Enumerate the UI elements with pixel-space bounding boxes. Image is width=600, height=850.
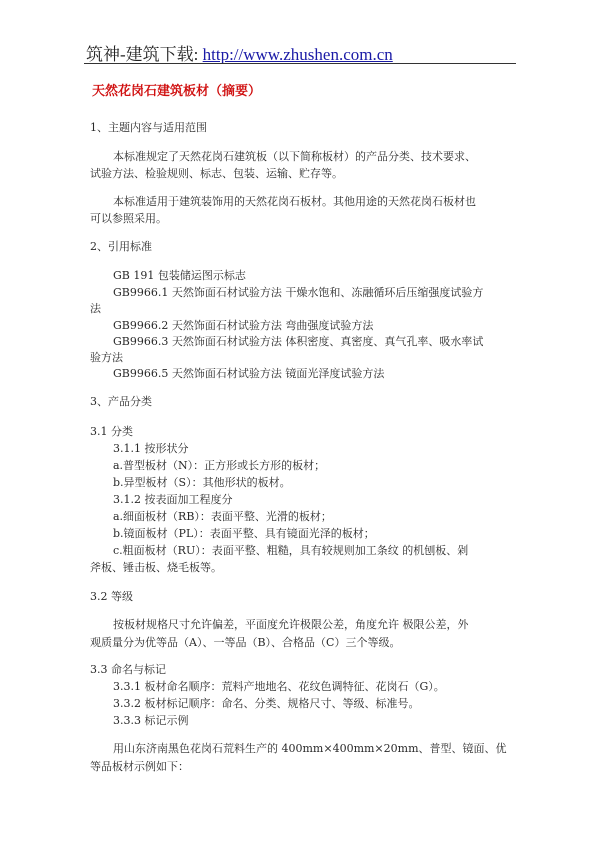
reference-item: GB9966.5 天然饰面石材试验方法 镜面光泽度试验方法: [113, 367, 385, 380]
clause-heading: 3.3.3 标记示例: [113, 714, 189, 727]
paragraph-line: 用山东济南黑色花岗石荒料生产的 400mm×400mm×20mm、普型、镜面、优: [113, 742, 507, 755]
subsection-heading-3-2: 3.2 等级: [90, 590, 133, 603]
site-label: 筑神-建筑下载:: [86, 45, 203, 64]
list-item: b.镜面板材（PL）：表面平整、具有镜面光泽的板材；: [113, 527, 375, 540]
reference-item-continued: 验方法: [90, 351, 123, 364]
subsection-heading-3-1: 3.1 分类: [90, 425, 133, 438]
list-item-continued: 斧板、锤击板、烧毛板等。: [90, 561, 222, 574]
clause-line: 3.3.2 板材标记顺序：命名、分类、规格尺寸、等级、标准号。: [113, 697, 420, 710]
reference-item: GB9966.1 天然饰面石材试验方法 干燥水饱和、冻融循环后压缩强度试验方: [113, 286, 484, 299]
reference-item: GB9966.3 天然饰面石材试验方法 体积密度、真密度、真气孔率、吸水率试: [113, 335, 484, 348]
page-header: [86, 40, 393, 65]
section-heading-1: 1、主题内容与适用范围: [90, 121, 207, 134]
paragraph-line: 本标准规定了天然花岗石建筑板（以下简称板材）的产品分类、技术要求、: [113, 150, 476, 163]
clause-heading: 3.1.2 按表面加工程度分: [113, 493, 233, 506]
site-url-link[interactable]: http://www.zhushen.com.cn: [202, 45, 393, 64]
list-item: a.普型板材（N）：正方形或长方形的板材；: [113, 459, 326, 472]
clause-heading: 3.1.1 按形状分: [113, 442, 189, 455]
list-item: c.粗面板材（RU）：表面平整、粗糙，具有较规则加工条纹 的机刨板、剁: [113, 544, 469, 557]
document-title: 天然花岗石建筑板材（摘要）: [92, 84, 262, 99]
reference-item: GB 191 包装储运图示标志: [113, 269, 246, 282]
paragraph-line: 等品板材示例如下：: [90, 760, 189, 773]
paragraph-line: 可以参照采用。: [90, 212, 167, 225]
paragraph-line: 本标准适用于建筑装饰用的天然花岗石板材。其他用途的天然花岗石板材也: [113, 195, 476, 208]
list-item: a.细面板材（RB）：表面平整、光滑的板材；: [113, 510, 332, 523]
reference-item-continued: 法: [90, 302, 101, 315]
clause-line: 3.3.1 板材命名顺序：荒料产地地名、花纹色调特征、花岗石（G）。: [113, 680, 445, 693]
header-divider: [84, 63, 516, 64]
section-heading-2: 2、引用标准: [90, 240, 152, 253]
paragraph-line: 观质量分为优等品（A）、一等品（B）、合格品（C）三个等级。: [90, 636, 401, 649]
list-item: b.异型板材（S）：其他形状的板材。: [113, 476, 291, 489]
paragraph-line: 试验方法、检验规则、标志、包装、运输、贮存等。: [90, 167, 343, 180]
subsection-heading-3-3: 3.3 命名与标记: [90, 663, 166, 676]
section-heading-3: 3、产品分类: [90, 395, 152, 408]
reference-item: GB9966.2 天然饰面石材试验方法 弯曲强度试验方法: [113, 319, 374, 332]
paragraph-line: 按板材规格尺寸允许偏差，平面度允许极限公差，角度允许 极限公差，外: [113, 618, 469, 631]
